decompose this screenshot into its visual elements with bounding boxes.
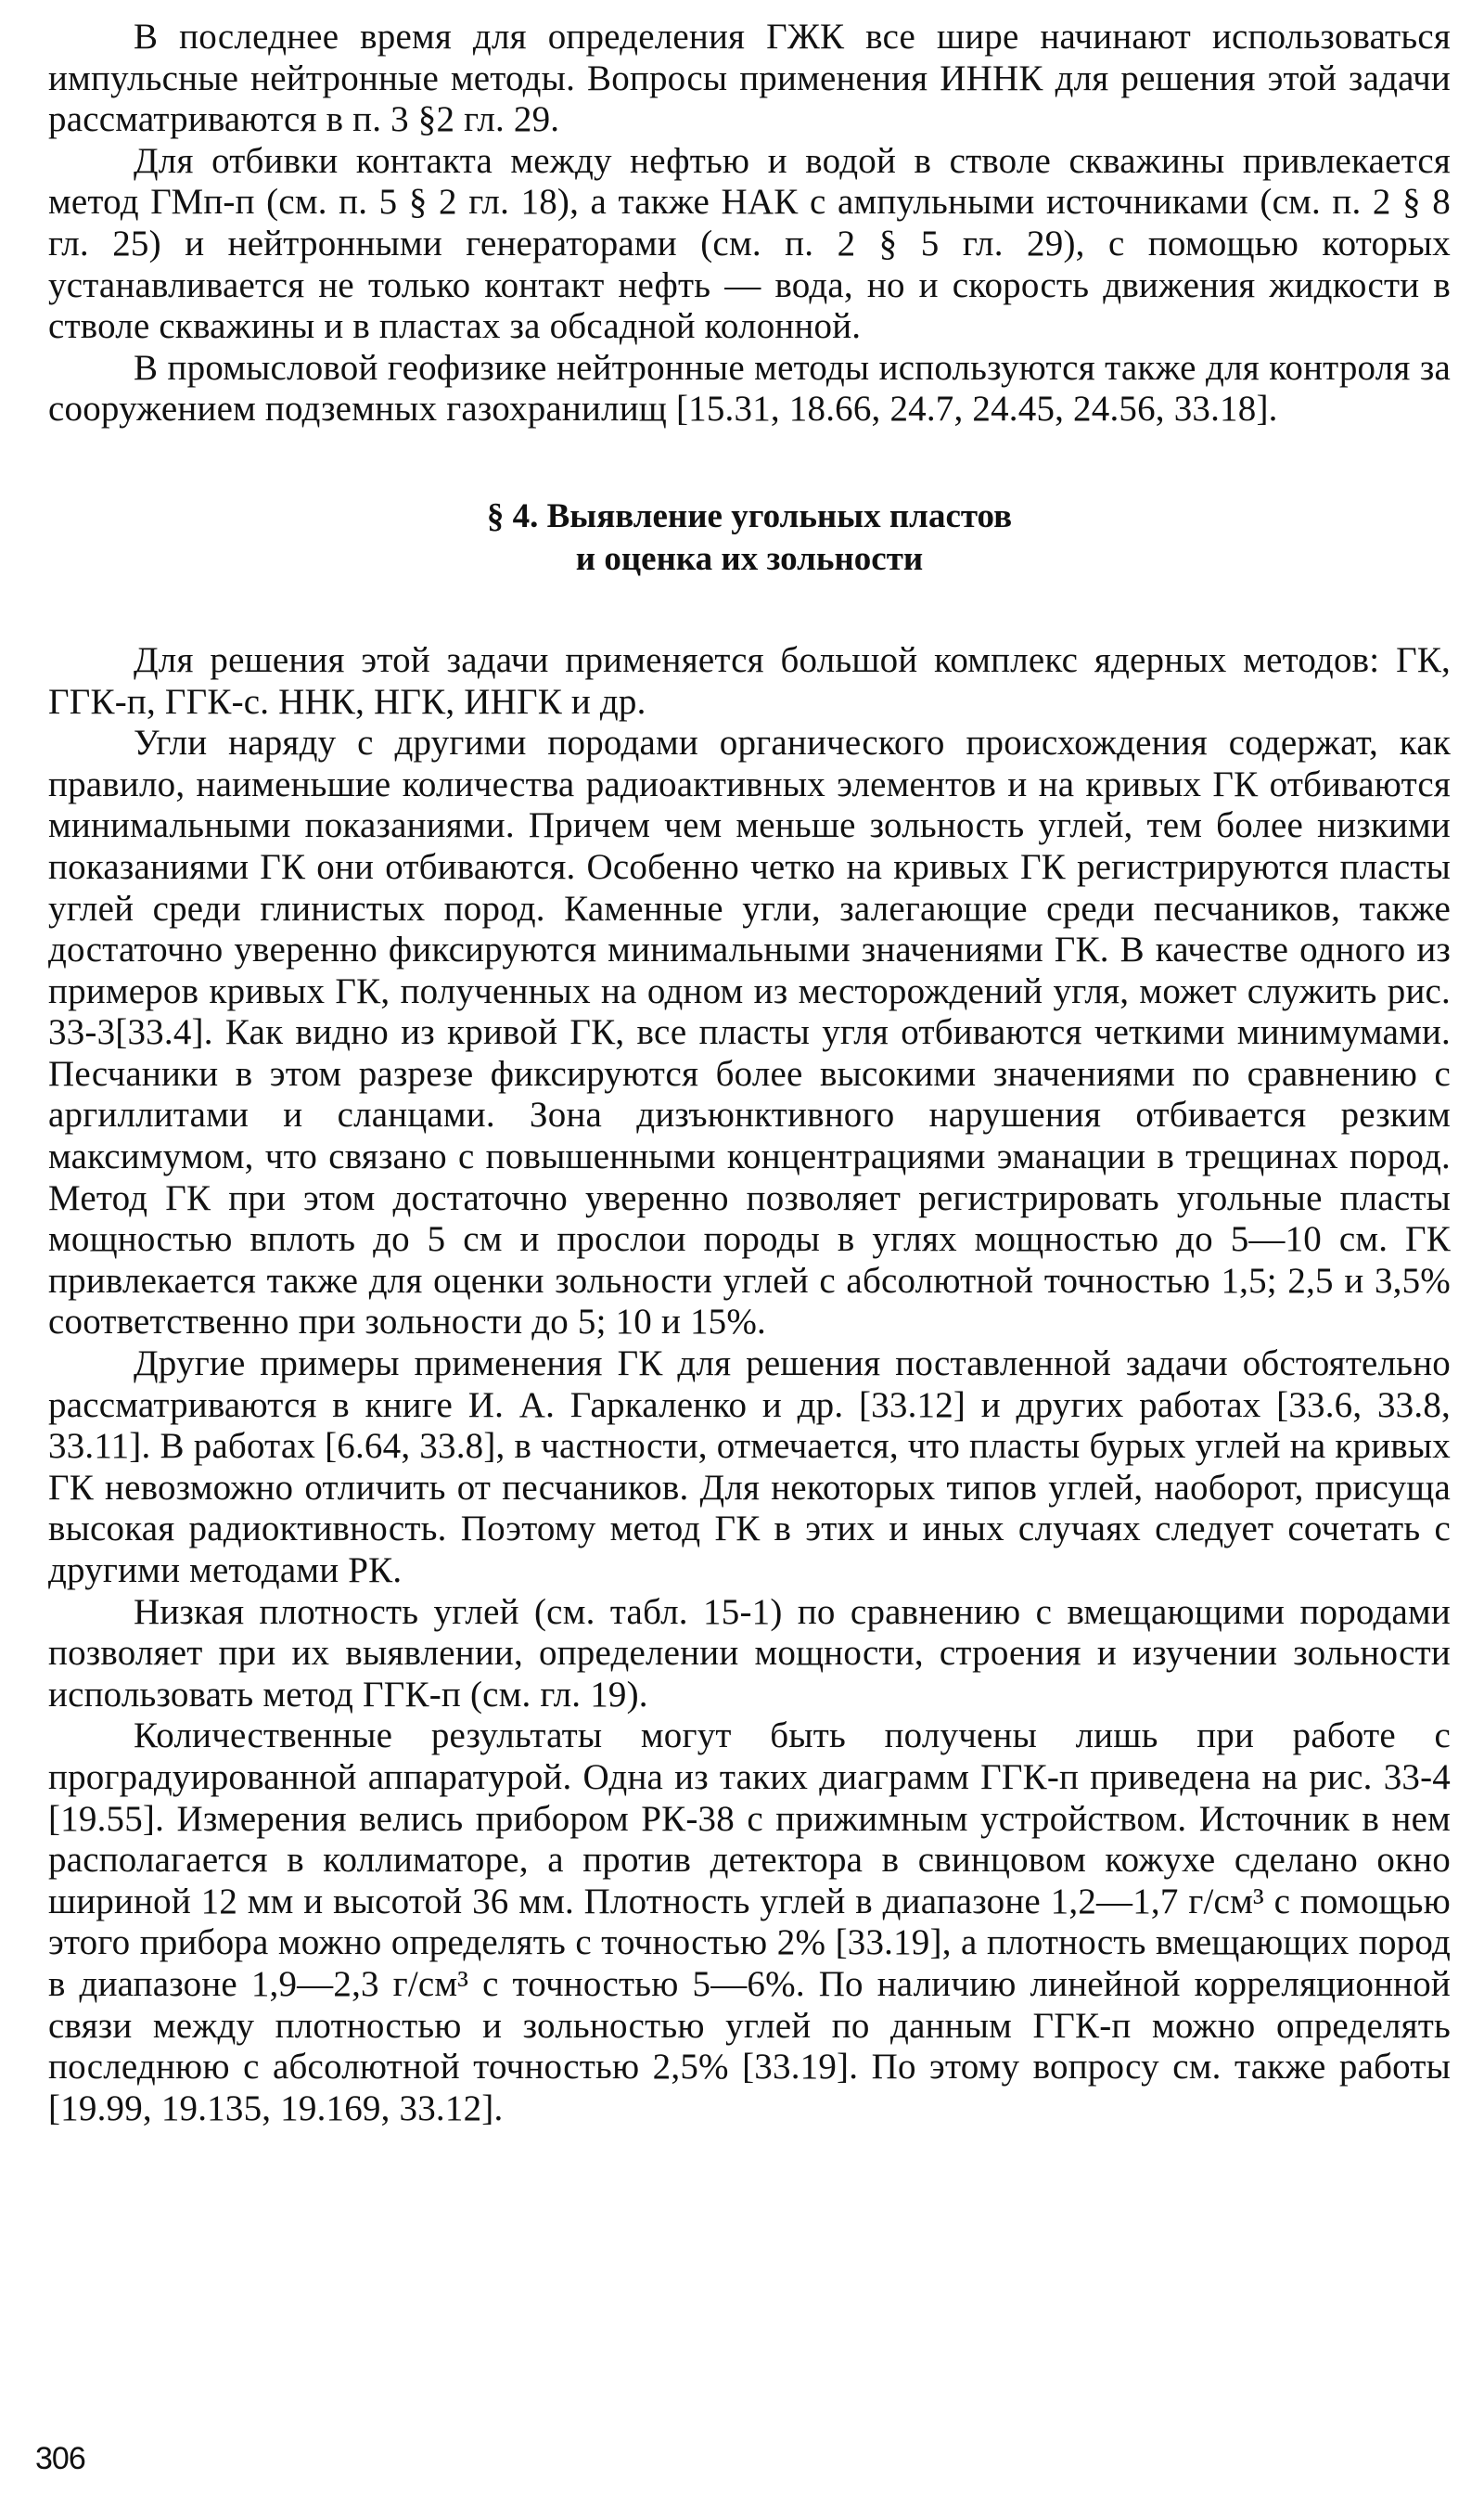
paragraph: Другие примеры применения ГК для решения поставленной задачи обстоятельно рассматриваются в книге И. А. Гаркаленко и др. [33.12] и других работах [33.6, 33.8, 33.11]. В работах [6.64, 33.8], в частности, отмечается, что пласты бурых углей на кривых ГК невозможно отличить от песчаников. Для некоторых типов углей, наоборот, присуща высокая радиоктивность. Поэтому метод ГК в этих и иных случаях следует сочетать с другими методами РК. bbox=[48, 1343, 1451, 1590]
section-heading-line-1: § 4. Выявление угольных пластов bbox=[486, 496, 1013, 535]
paragraph: Для отбивки контакта между нефтью и водой в стволе скважины привлекается метод ГМп-п (см. п. 5 § 2 гл. 18), а также НАК с ампульными источниками (см. п. 2 § 8 гл. 25) и нейтронными генераторами (см. п. 2 § 5 гл. 29), с помощью которых устанавливается не только контакт нефть — вода, но и скорость движения жидкости в стволе скважины и в пластах за обсадной колонной. bbox=[48, 140, 1451, 347]
section-heading bbox=[48, 495, 1451, 581]
paragraph: В промысловой геофизике нейтронные методы используются также для контроля за сооружением подземных газохранилищ [15.31, 18.66, 24.7, 24.45, 24.56, 33.18]. bbox=[48, 347, 1451, 430]
section-heading-line-2: и оценка их зольности bbox=[575, 539, 924, 578]
paragraph: Низкая плотность углей (см. табл. 15-1) по сравнению с вмещающими породами позволяет при их выявлении, определении мощности, строения и изучении зольности использовать метод ГГК-п (см. гл. 19). bbox=[48, 1591, 1451, 1715]
paragraph: Для решения этой задачи применяется большой комплекс ядерных методов: ГК, ГГК-п, ГГК-с. ННК, НГК, ИНГК и др. bbox=[48, 639, 1451, 722]
paragraph: В последнее время для определения ГЖК все шире начинают использоваться импульсные нейтронные методы. Вопросы применения ИННК для решения этой задачи рассматриваются в п. 3 §2 гл. 29. bbox=[48, 17, 1451, 140]
paragraph: Угли наряду с другими породами органического происхождения содержат, как правило, наименьшие количества радиоактивных элементов и на кривых ГК отбиваются минимальными показаниями. Причем чем меньше зольность углей, тем более низкими показаниями ГК они отбиваются. Особенно четко на кривых ГК регистрируются пласты углей среди глинистых пород. Каменные угли, залегающие среди песчаников, также достаточно уверенно фиксируются минимальными значениями ГК. В качестве одного из примеров кривых ГК, полученных на одном из месторождений угля, может служить рис. 33-3[33.4]. Как видно из кривой ГК, все пласты угля отбиваются четкими минимумами. Песчаники в этом разрезе фиксируются более высокими значениями по сравнению с аргиллитами и сланцами. Зона дизъюнктивного нарушения отбивается резким максимумом, что связано с повышенными концентрациями эманации в трещинах пород. Метод ГК при этом достаточно уверенно позволяет регистрировать угольные пласты мощностью вплоть до 5 см и прослои породы в углях мощностью до 5—10 см. ГК привлекается также для оценки зольности углей с абсолютной точностью 1,5; 2,5 и 3,5% соответственно при зольности до 5; 10 и 15%. bbox=[48, 723, 1451, 1343]
page-body bbox=[48, 17, 1451, 2129]
page-number: 306 bbox=[35, 2441, 85, 2476]
paragraph: Количественные результаты могут быть получены лишь при работе с проградуированной аппаратурой. Одна из таких диаграмм ГГК-п приведена на рис. 33-4 [19.55]. Измерения велись прибором РК-38 с прижимным устройством. Источник в нем располагается в коллиматоре, а против детектора в свинцовом кожухе сделано окно шириной 12 мм и высотой 36 мм. Плотность углей в диапазоне 1,2—1,7 г/см³ с помощью этого прибора можно определять с точностью 2% [33.19], а плотность вмещающих пород в диапазоне 1,9—2,3 г/см³ с точностью 5—6%. По наличию линейной корреляционной связи между плотностью и зольностью углей по данным ГГК-п можно определять последнюю с абсолютной точностью 2,5% [33.19]. По этому вопросу см. также работы [19.99, 19.135, 19.169, 33.12]. bbox=[48, 1715, 1451, 2128]
